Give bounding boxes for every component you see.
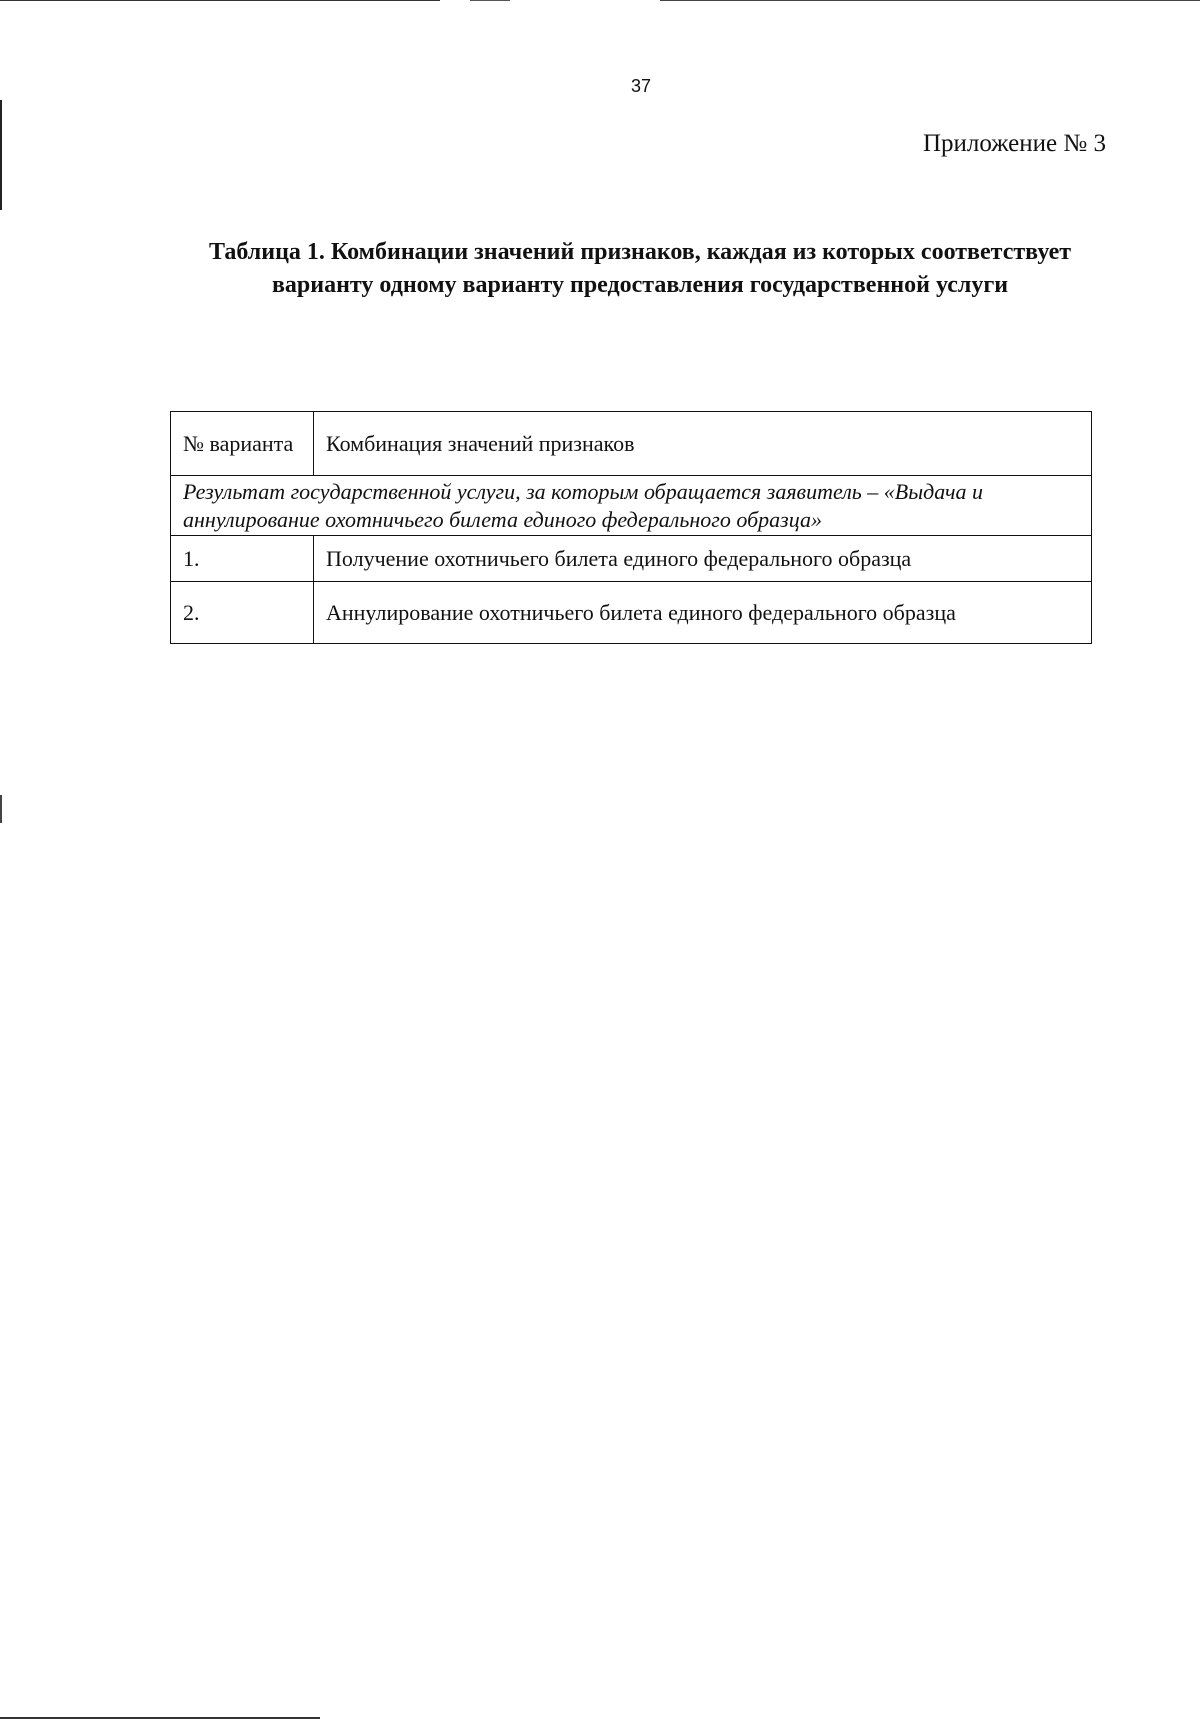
scan-edge-left xyxy=(0,100,2,210)
variants-table xyxy=(170,411,1092,644)
group-caption: Результат государственной услуги, за которым обращается заявитель – «Выдача и аннулирование охотничьего билета единого федерального образца» xyxy=(171,476,1092,536)
table-row xyxy=(171,536,1092,582)
scan-edge-bottom xyxy=(0,1717,320,1719)
table-row xyxy=(171,582,1092,644)
row-combination: Аннулирование охотничьего билета единого федерального образца xyxy=(314,582,1092,644)
scan-edge-top xyxy=(0,0,1200,1)
table-group-row xyxy=(171,476,1092,536)
scan-edge-left-mark xyxy=(0,795,2,823)
table-title: Таблица 1. Комбинации значений признаков, каждая из которых соответствует варианту одному варианту предоставления государственной услуги xyxy=(208,239,1072,298)
header-variant-number: № варианта xyxy=(171,412,314,476)
row-combination: Получение охотничьего билета единого федерального образца xyxy=(314,536,1092,582)
row-number: 2. xyxy=(171,582,314,644)
appendix-label: Приложение № 3 xyxy=(922,130,1106,157)
header-combination: Комбинация значений признаков xyxy=(314,412,1092,476)
row-number: 1. xyxy=(171,536,314,582)
page-number: 37 xyxy=(630,76,652,96)
table-header-row xyxy=(171,412,1092,476)
